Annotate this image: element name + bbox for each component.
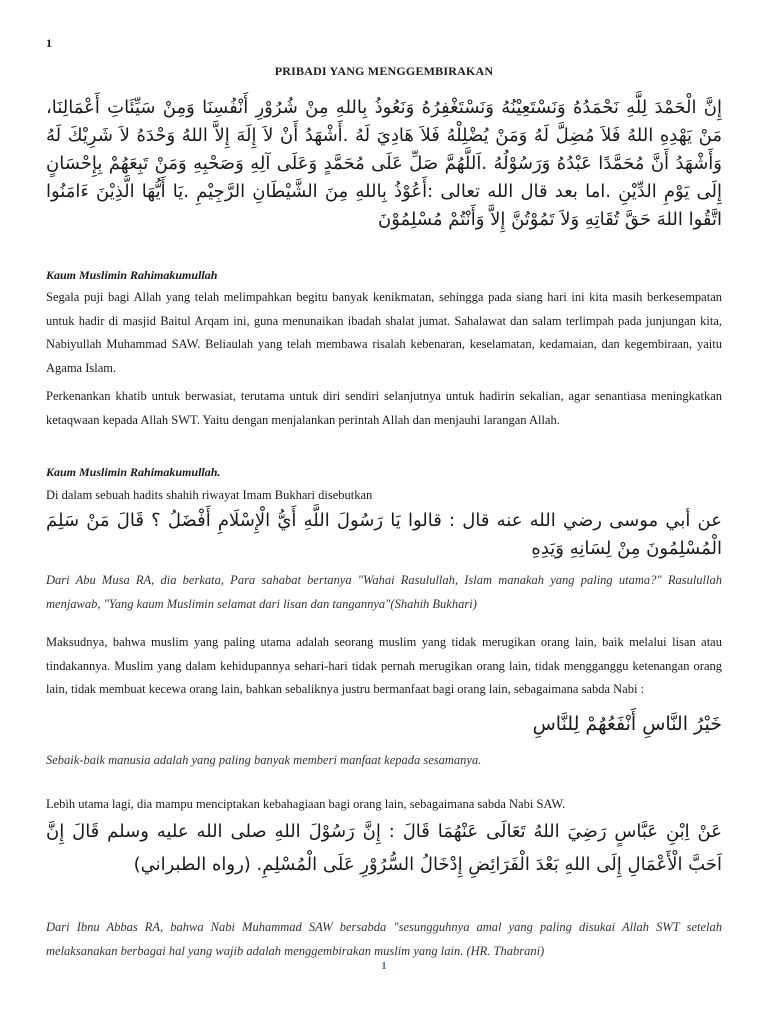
page-number-bottom: 1 <box>381 960 387 972</box>
arabic-hadith-1: عن أبي موسى رضي الله عنه قال : قالوا يَا رَسُولَ اللَّهِ أَيُّ الْإِسْلَامِ أَفْضَلُ ؟ قَالَ مَنْ سَلِمَ الْمُسْلِمُونَ مِنْ لِسَانِهِ وَيَدِهِ <box>46 510 722 559</box>
section-heading-1: Kaum Muslimin Rahimakumullah <box>46 268 218 282</box>
section-heading-2: Kaum Muslimin Rahimakumullah. <box>46 465 221 479</box>
translation-hadith-1: Dari Abu Musa RA, dia berkata, Para sahabat bertanya "Wahai Rasulullah, Islam manakah yang paling utama?" Rasulullah menjawab, "Yang kaum Muslimin selamat dari lisan dan tangannya"(Shahih Bukhari) <box>46 573 722 611</box>
page-title: PRIBADI YANG MENGGEMBIRAKAN <box>274 64 494 78</box>
paragraph-explanation: Maksudnya, bahwa muslim yang paling utama adalah seorang muslim yang tidak merugikan orang lain, baik melalui lisan atau tindakannya. Muslim yang dalam kehidupannya sehari-hari tidak pernah merugikan orang lain, tidak mengganggu ketenangan orang lain, tidak membuat kecewa orang lain, bahkan sebaliknya justru bermanfaat bagi orang lain, sebagaimana sabda Nabi : <box>46 635 722 696</box>
translation-hadith-2: Sebaik-baik manusia adalah yang paling banyak memberi manfaat kepada sesamanya. <box>46 753 482 767</box>
arabic-opening-prayer: إِنَّ الْحَمْدَ لِلَّهِ نَحْمَدُهُ وَنَسْتَعِيْنُهُ وَنَسْتَغْفِرُهُ وَنَعُوذُ بِاللهِ مِنْ شُرُوْرِ أَنْفُسِنَا وَمِنْ سَيِّئَاتِ أَعْمَالِنَا، مَنْ يَهْدِهِ اللهُ فَلاَ مُضِلَّ لَهُ وَمَنْ يُضْلِلْهُ فَلاَ هَادِيَ لَهُ .أَشْهَدُ أَنْ لاَ إِلَهَ إِلاَّ اللهُ وَحْدَهُ لاَ شَرِيْكَ لَهُ وَأَشْهَدُ أَنَّ مُحَمَّدًا عَبْدُهُ وَرَسُوْلُهُ .اَللَّهُمَّ صَلِّ عَلَى مُحَمَّدٍ وَعَلَى آلِهِ وَصَحْبِهِ وَمَنْ تَبِعَهُمْ بِإِحْسَانٍ إِلَى يَوْمِ الدِّيْنِ .اما بعد قال الله تعالى :أَعُوْذُ بِاللهِ مِنَ الشَّيْطَانِ الرَّجِيْمِ .يَا أَيُّهَا الَّذِيْنَ ءَامَنُوا اتَّقُوا اللهَ حَقَّ تُقَاتِهِ وَلاَ تَمُوْتُنَّ إِلاَّ وَأَنْتُمْ مُسْلِمُوْنَ <box>46 97 722 230</box>
paragraph-opening: Segala puji bagi Allah yang telah melimpahkan begitu banyak kenikmatan, sehingga pada siang hari ini kita masih berkesempatan untuk hadir di masjid Baitul Arqam ini, guna menunaikan ibadah shalat jumat. Sahalawat dan salam terlimpah pada junjungan kita, Nabiyullah Muhammad SAW. Beliaulah yang telah membawa risalah kebenaran, keselamatan, kedamaian, dan kegembiraan, yaitu Agama Islam. <box>46 290 722 375</box>
paragraph-happiness: Lebih utama lagi, dia mampu menciptakan kebahagiaan bagi orang lain, sebagaimana sabda Nabi SAW. <box>46 797 566 811</box>
paragraph-hadith-intro: Di dalam sebuah hadits shahih riwayat Imam Bukhari disebutkan <box>46 488 373 502</box>
arabic-hadith-3: عَنْ اِبْنِ عَبَّاسٍ رَضِيَ اللهُ تَعَالَى عَنْهُمَا قَالَ : إِنَّ رَسُوْلَ اللهِ صلى الله عليه وسلم قَالَ إِنَّ اَحَبَّ الْأَعْمَالِ إِلَى اللهِ بَعْدَ الْفَرَائِضِ إِدْخَالُ السُّرُوْرِ عَلَى الْمُسْلِمِ. (رواه الطبراني) <box>46 821 722 875</box>
page-number-top: 1 <box>46 36 52 50</box>
arabic-hadith-2: خَيْرُ النَّاسِ أَنْفَعُهُمْ لِلنَّاسِ <box>532 713 722 735</box>
paragraph-wasiat: Perkenankan khatib untuk berwasiat, terutama untuk diri sendiri selanjutnya untuk hadirin sekalian, agar senantiasa meningkatkan ketaqwaan kepada Allah SWT. Yaitu dengan menjalankan perintah Allah dan menjauhi larangan Allah. <box>46 389 722 427</box>
translation-hadith-3: Dari Ibnu Abbas RA, bahwa Nabi Muhammad SAW bersabda "sesungguhnya amal yang paling disukai Allah SWT setelah melaksanakan berbagai hal yang wajib adalah menggembirakan muslim yang lain. (HR. Thabrani) <box>46 920 722 958</box>
